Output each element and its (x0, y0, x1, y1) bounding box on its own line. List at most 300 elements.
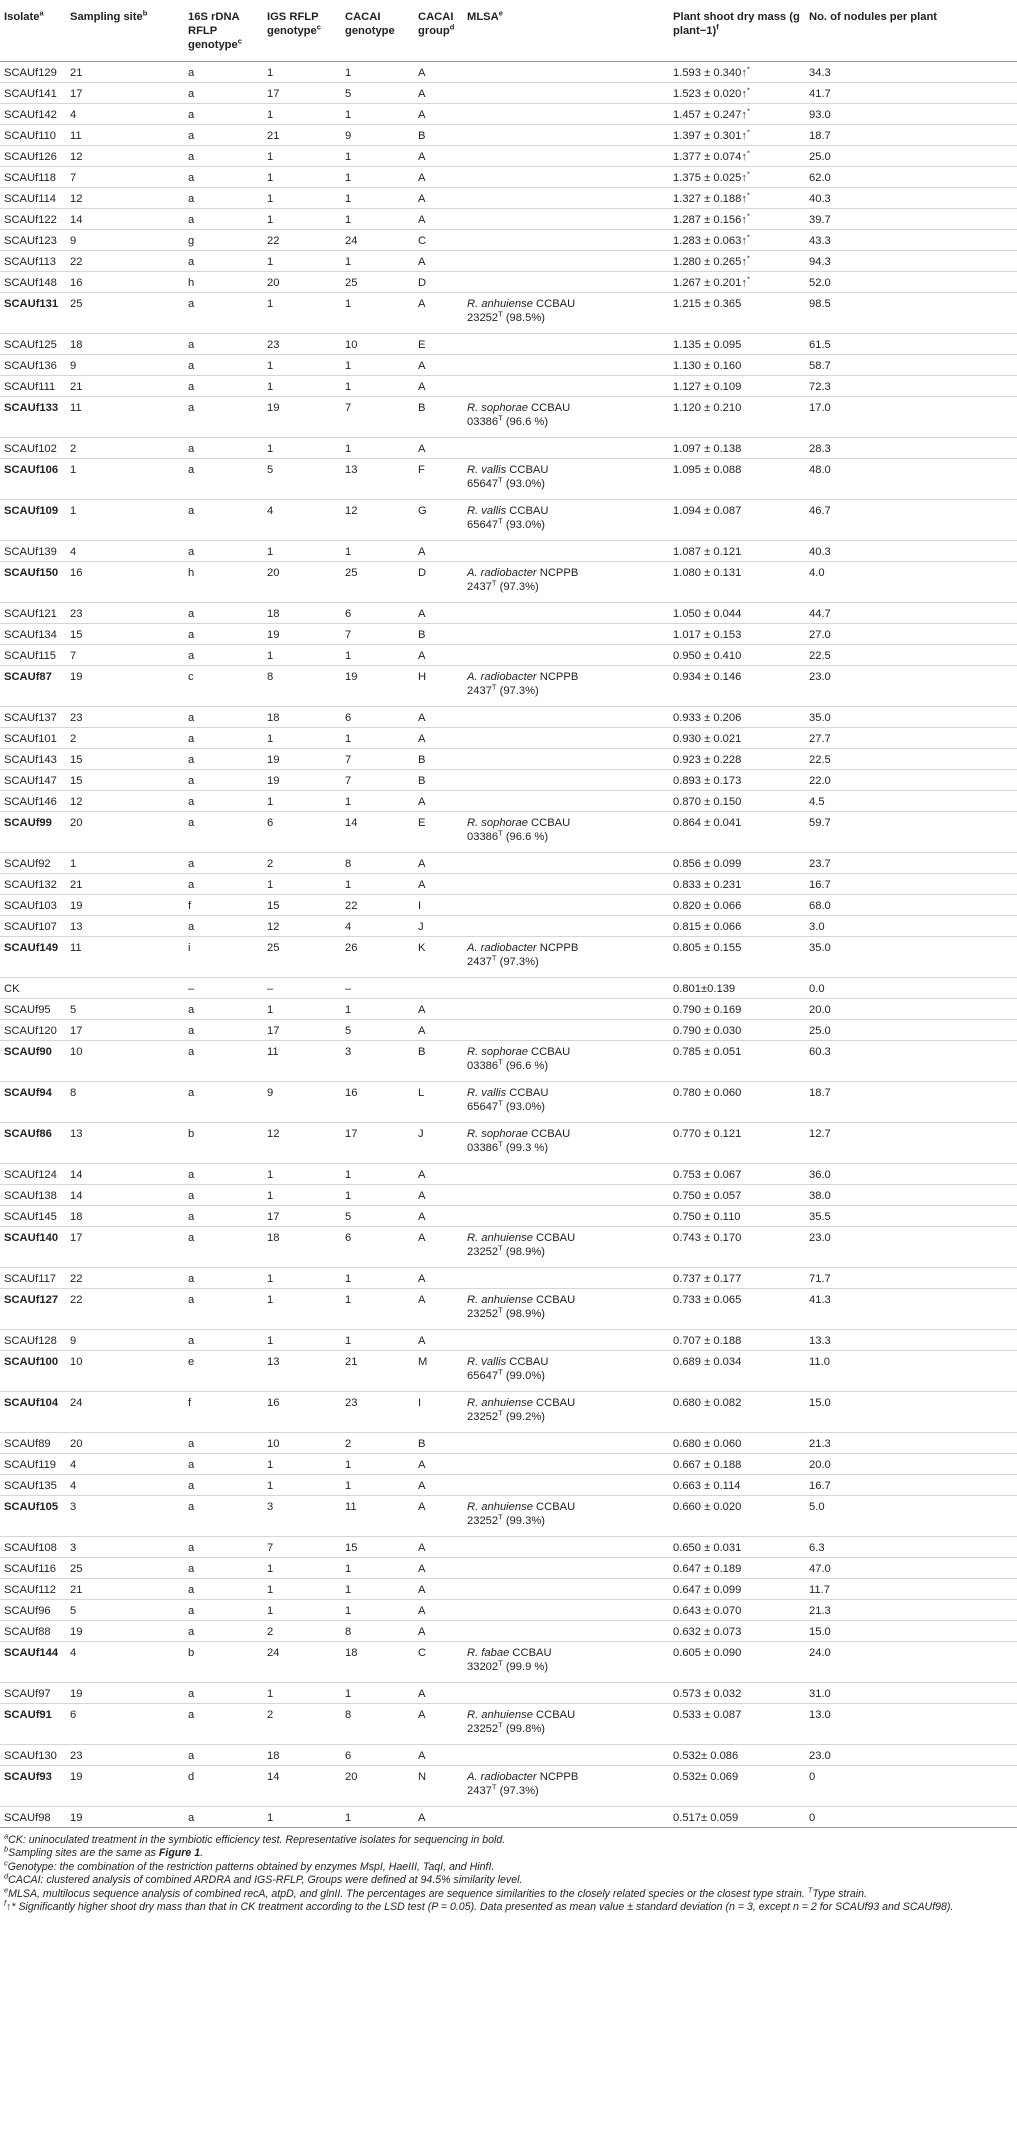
shoot-mass-cell: 0.689 ± 0.034 (669, 1351, 805, 1392)
strain-collection: CCBAU (532, 1294, 576, 1306)
cacai-genotype-cell: 1 (341, 645, 414, 666)
mlsa-cell (463, 1351, 669, 1392)
footnote-marker: f (4, 1898, 7, 1908)
mlsa-cell (463, 1082, 669, 1123)
mlsa-cell (463, 167, 669, 188)
isolate-cell: SCAUf89 (0, 1433, 66, 1454)
shoot-mass-cell: 0.753 ± 0.067 (669, 1164, 805, 1185)
isolate-cell: SCAUf109 (0, 500, 66, 541)
cacai-group-cell: I (414, 895, 463, 916)
isolate-cell: SCAUf90 (0, 1041, 66, 1082)
column-header-label: 16S rDNA RFLP genotype (188, 11, 240, 51)
table-row (0, 1600, 1017, 1621)
isolate-cell: SCAUf91 (0, 1704, 66, 1745)
igs-cell: 12 (263, 916, 341, 937)
cacai-group-cell: B (414, 125, 463, 146)
table-row (0, 770, 1017, 791)
table-row (0, 624, 1017, 645)
shoot-mass-cell: 0.815 ± 0.066 (669, 916, 805, 937)
cacai-genotype-cell: 1 (341, 167, 414, 188)
mlsa-cell (463, 1206, 669, 1227)
16s-cell: a (184, 1558, 263, 1579)
type-strain-marker: T (498, 1367, 503, 1377)
shoot-mass-cell: 1.135 ± 0.095 (669, 334, 805, 355)
footnote-text: CK: uninoculated treatment in the symbiotic efficiency test. Representative isolates for sequencing in bold. (8, 1834, 506, 1846)
nodules-cell: 5.0 (805, 1496, 1017, 1537)
site-cell: 18 (66, 1206, 184, 1227)
table-row (0, 125, 1017, 146)
igs-cell: 16 (263, 1392, 341, 1433)
strain-number: 2437 (467, 685, 492, 697)
nodules-cell: 31.0 (805, 1683, 1017, 1704)
strain-number: 23252 (467, 1308, 499, 1320)
shoot-mass-cell: 1.120 ± 0.210 (669, 397, 805, 438)
shoot-mass-cell: 0.605 ± 0.090 (669, 1642, 805, 1683)
isolate-cell: SCAUf129 (0, 62, 66, 83)
site-cell: 4 (66, 541, 184, 562)
16s-cell: a (184, 1537, 263, 1558)
table-row (0, 1745, 1017, 1766)
16s-cell: c (184, 666, 263, 707)
nodules-cell: 39.7 (805, 209, 1017, 230)
isolate-cell: SCAUf130 (0, 1745, 66, 1766)
nodules-cell: 94.3 (805, 251, 1017, 272)
mlsa-cell (463, 624, 669, 645)
cacai-genotype-cell: 22 (341, 895, 414, 916)
cacai-genotype-cell: 13 (341, 459, 414, 500)
nodules-cell: 44.7 (805, 603, 1017, 624)
footnote-text: CACAI: clustered analysis of combined ARDRA and IGS-RFLP, Groups were defined at 94.5% similarity level. (8, 1874, 523, 1887)
similarity-percent: (97.3%) (496, 685, 539, 697)
shoot-mass-cell: 0.533 ± 0.087 (669, 1704, 805, 1745)
cacai-genotype-cell: 1 (341, 1164, 414, 1185)
type-strain-marker: T (498, 1658, 503, 1668)
strain-number: 65647 (467, 478, 499, 490)
mlsa-cell (463, 603, 669, 624)
site-cell: 15 (66, 770, 184, 791)
mlsa-cell (463, 1185, 669, 1206)
cacai-genotype-cell: 3 (341, 1041, 414, 1082)
cacai-genotype-cell: 25 (341, 272, 414, 293)
significance-marker: * (746, 253, 750, 263)
site-cell: 2 (66, 728, 184, 749)
footnote-text: Sampling sites are the same as (8, 1847, 159, 1860)
type-strain-marker: T (498, 1139, 503, 1149)
cacai-group-cell: E (414, 812, 463, 853)
cacai-genotype-cell: 25 (341, 562, 414, 603)
site-cell: 3 (66, 1496, 184, 1537)
cacai-group-cell (414, 978, 463, 999)
shoot-mass-cell: 0.801±0.139 (669, 978, 805, 999)
table-row (0, 500, 1017, 541)
16s-cell: a (184, 500, 263, 541)
nodules-cell: 36.0 (805, 1164, 1017, 1185)
strain-number: 2437 (467, 581, 492, 593)
cacai-genotype-cell: 1 (341, 1807, 414, 1828)
shoot-mass-cell: 0.950 ± 0.410 (669, 645, 805, 666)
mlsa-cell (463, 251, 669, 272)
igs-cell: 1 (263, 791, 341, 812)
igs-cell: 14 (263, 1766, 341, 1807)
mlsa-cell (463, 334, 669, 355)
table-row (0, 376, 1017, 397)
isolate-cell: SCAUf142 (0, 104, 66, 125)
igs-cell: 1 (263, 541, 341, 562)
nodules-cell: 35.5 (805, 1206, 1017, 1227)
16s-cell: a (184, 334, 263, 355)
site-cell: 14 (66, 1185, 184, 1206)
isolate-cell: SCAUf147 (0, 770, 66, 791)
isolate-cell: SCAUf126 (0, 146, 66, 167)
significance-marker: * (746, 127, 750, 137)
isolate-cell: SCAUf98 (0, 1807, 66, 1828)
mass-value: 1.327 ± 0.188↑ (673, 193, 747, 205)
footnote (4, 1898, 1013, 1914)
nodules-cell: 62.0 (805, 167, 1017, 188)
similarity-percent: (97.3%) (496, 1785, 539, 1797)
nodules-cell: 20.0 (805, 1454, 1017, 1475)
cacai-genotype-cell: 5 (341, 1020, 414, 1041)
site-cell: 23 (66, 707, 184, 728)
mlsa-cell (463, 999, 669, 1020)
isolate-cell: SCAUf96 (0, 1600, 66, 1621)
cacai-group-cell: A (414, 1268, 463, 1289)
nodules-cell: 4.0 (805, 562, 1017, 603)
16s-cell: a (184, 1227, 263, 1268)
table-row (0, 1392, 1017, 1433)
table-row (0, 1351, 1017, 1392)
species-name: R. anhuiense (467, 298, 533, 310)
nodules-cell: 22.0 (805, 770, 1017, 791)
mlsa-cell (463, 438, 669, 459)
16s-cell: a (184, 603, 263, 624)
site-cell: 14 (66, 1164, 184, 1185)
type-strain-marker: T (498, 1098, 503, 1108)
nodules-cell: 6.3 (805, 1537, 1017, 1558)
cacai-group-cell: B (414, 1041, 463, 1082)
column-header-label: IGS RFLP genotype (267, 11, 319, 37)
mlsa-cell (463, 397, 669, 438)
mlsa-cell (463, 1642, 669, 1683)
cacai-group-cell: A (414, 1683, 463, 1704)
isolate-cell: SCAUf100 (0, 1351, 66, 1392)
igs-cell: 3 (263, 1496, 341, 1537)
type-strain-marker: T (491, 953, 497, 963)
igs-cell: 2 (263, 1704, 341, 1745)
cacai-group-cell: B (414, 1433, 463, 1454)
16s-cell: a (184, 791, 263, 812)
species-name: A. radiobacter (467, 567, 537, 579)
table-row (0, 791, 1017, 812)
site-cell (66, 978, 184, 999)
mlsa-cell (463, 1496, 669, 1537)
type-strain-marker: T (498, 828, 503, 838)
cacai-genotype-cell: 6 (341, 1227, 414, 1268)
shoot-mass-cell: 0.790 ± 0.030 (669, 1020, 805, 1041)
strain-number: 65647 (467, 1370, 499, 1382)
igs-cell: 1 (263, 355, 341, 376)
igs-cell: 1 (263, 376, 341, 397)
igs-cell: 1 (263, 188, 341, 209)
column-header-16s-rflp-genotype (184, 0, 263, 62)
header-row (0, 0, 1017, 62)
footnote-text: Type strain. (812, 1887, 867, 1900)
igs-cell: 1 (263, 999, 341, 1020)
column-header-nodules-per-plant (805, 0, 1017, 62)
shoot-mass-cell: 1.095 ± 0.088 (669, 459, 805, 500)
site-cell: 4 (66, 1475, 184, 1496)
cacai-genotype-cell: 4 (341, 916, 414, 937)
isolate-cell: SCAUf102 (0, 438, 66, 459)
cacai-group-cell: B (414, 749, 463, 770)
species-name: A. radiobacter (467, 942, 537, 954)
cacai-group-cell: K (414, 937, 463, 978)
cacai-group-cell: A (414, 603, 463, 624)
isolate-cell: SCAUf114 (0, 188, 66, 209)
nodules-cell: 16.7 (805, 874, 1017, 895)
cacai-genotype-cell: 1 (341, 1475, 414, 1496)
cacai-group-cell: A (414, 874, 463, 895)
isolate-cell: SCAUf136 (0, 355, 66, 376)
shoot-mass-cell (669, 188, 805, 209)
site-cell: 4 (66, 1642, 184, 1683)
cacai-group-cell: A (414, 1227, 463, 1268)
table-body (0, 62, 1017, 1828)
16s-cell: a (184, 853, 263, 874)
isolate-cell: SCAUf144 (0, 1642, 66, 1683)
strain-collection: CCBAU (527, 1046, 571, 1058)
site-cell: 1 (66, 459, 184, 500)
species-name: R. sophorae (467, 1128, 528, 1140)
table-row (0, 334, 1017, 355)
16s-cell: a (184, 1330, 263, 1351)
similarity-percent: (96.6 %) (502, 831, 549, 843)
strain-number: 23252 (467, 1411, 499, 1423)
column-header-label: Sampling site (70, 11, 143, 23)
footnote (4, 1844, 1013, 1860)
igs-cell: 1 (263, 146, 341, 167)
table-row (0, 1020, 1017, 1041)
nodules-cell: 60.3 (805, 1041, 1017, 1082)
16s-cell: a (184, 1704, 263, 1745)
mlsa-cell (463, 1289, 669, 1330)
16s-cell: a (184, 251, 263, 272)
isolate-cell: SCAUf120 (0, 1020, 66, 1041)
igs-cell: 1 (263, 1164, 341, 1185)
cacai-genotype-cell: 21 (341, 1351, 414, 1392)
shoot-mass-cell (669, 209, 805, 230)
16s-cell: a (184, 188, 263, 209)
table-row (0, 1807, 1017, 1828)
isolate-cell: SCAUf99 (0, 812, 66, 853)
igs-cell: – (263, 978, 341, 999)
similarity-percent: (97.3%) (496, 581, 539, 593)
strain-collection: CCBAU (506, 1356, 549, 1368)
shoot-mass-cell: 0.532± 0.086 (669, 1745, 805, 1766)
site-cell: 20 (66, 1433, 184, 1454)
igs-cell: 1 (263, 1185, 341, 1206)
table-row (0, 1454, 1017, 1475)
16s-cell: d (184, 1766, 263, 1807)
cacai-genotype-cell: 23 (341, 1392, 414, 1433)
footnote-marker: b (4, 1844, 9, 1854)
16s-cell: a (184, 1185, 263, 1206)
shoot-mass-cell: 0.820 ± 0.066 (669, 895, 805, 916)
16s-cell: a (184, 83, 263, 104)
strain-collection: CCBAU (532, 1501, 576, 1513)
16s-cell: a (184, 707, 263, 728)
isolate-cell: SCAUf121 (0, 603, 66, 624)
cacai-group-cell: A (414, 188, 463, 209)
mlsa-cell (463, 1227, 669, 1268)
species-name: R. anhuiense (467, 1501, 533, 1513)
cacai-group-cell: C (414, 1642, 463, 1683)
isolate-cell: SCAUf108 (0, 1537, 66, 1558)
cacai-group-cell: A (414, 1704, 463, 1745)
site-cell: 21 (66, 1579, 184, 1600)
cacai-group-cell: D (414, 272, 463, 293)
cacai-group-cell: A (414, 645, 463, 666)
cacai-group-cell: A (414, 1475, 463, 1496)
cacai-group-cell: A (414, 1185, 463, 1206)
nodules-cell: 46.7 (805, 500, 1017, 541)
isolate-cell: SCAUf101 (0, 728, 66, 749)
igs-cell: 13 (263, 1351, 341, 1392)
igs-cell: 1 (263, 104, 341, 125)
mlsa-cell (463, 666, 669, 707)
igs-cell: 17 (263, 1020, 341, 1041)
nodules-cell: 43.3 (805, 230, 1017, 251)
footnote-marker: b (142, 8, 148, 18)
similarity-percent: (98.9%) (502, 1246, 545, 1258)
strain-number: 23252 (467, 1515, 499, 1527)
nodules-cell: 15.0 (805, 1392, 1017, 1433)
shoot-mass-cell: 0.743 ± 0.170 (669, 1227, 805, 1268)
site-cell: 9 (66, 355, 184, 376)
isolate-cell: SCAUf128 (0, 1330, 66, 1351)
cacai-group-cell: M (414, 1351, 463, 1392)
igs-cell: 18 (263, 603, 341, 624)
igs-cell: 7 (263, 1537, 341, 1558)
site-cell: 19 (66, 1621, 184, 1642)
cacai-genotype-cell: 7 (341, 624, 414, 645)
nodules-cell: 41.7 (805, 83, 1017, 104)
shoot-mass-cell: 0.790 ± 0.169 (669, 999, 805, 1020)
mlsa-cell (463, 125, 669, 146)
nodules-cell: 35.0 (805, 937, 1017, 978)
cacai-group-cell: B (414, 397, 463, 438)
type-strain-marker: T (498, 1305, 503, 1315)
shoot-mass-cell: 0.663 ± 0.114 (669, 1475, 805, 1496)
mlsa-cell (463, 1454, 669, 1475)
table-row (0, 895, 1017, 916)
isolate-cell: SCAUf137 (0, 707, 66, 728)
mlsa-cell (463, 104, 669, 125)
nodules-cell: 93.0 (805, 104, 1017, 125)
shoot-mass-cell: 0.893 ± 0.173 (669, 770, 805, 791)
mlsa-cell (463, 1683, 669, 1704)
igs-cell: 1 (263, 1600, 341, 1621)
strain-number: 03386 (467, 416, 499, 428)
igs-cell: 17 (263, 1206, 341, 1227)
type-strain-marker: T (498, 1720, 503, 1730)
cacai-genotype-cell: 1 (341, 146, 414, 167)
mlsa-cell (463, 707, 669, 728)
shoot-mass-cell: 0.833 ± 0.231 (669, 874, 805, 895)
table-row (0, 1185, 1017, 1206)
cacai-group-cell: D (414, 562, 463, 603)
isolate-cell: SCAUf146 (0, 791, 66, 812)
site-cell: 23 (66, 1745, 184, 1766)
footnote-text: MLSA, multilocus sequence analysis of combined recA, atpD, and glnII. The percentages are sequence similarities to the closely related species or the closest type strain. (8, 1887, 808, 1900)
cacai-group-cell: A (414, 293, 463, 334)
strain-collection: CCBAU (506, 1087, 549, 1099)
cacai-genotype-cell: 1 (341, 209, 414, 230)
cacai-genotype-cell: 2 (341, 1433, 414, 1454)
nodules-cell: 16.7 (805, 1475, 1017, 1496)
cacai-genotype-cell: 20 (341, 1766, 414, 1807)
shoot-mass-cell: 0.750 ± 0.110 (669, 1206, 805, 1227)
footnote-marker: d (449, 22, 455, 32)
16s-cell: a (184, 167, 263, 188)
cacai-group-cell: A (414, 853, 463, 874)
nodules-cell: 47.0 (805, 1558, 1017, 1579)
16s-cell: a (184, 1807, 263, 1828)
column-header-label: Isolate (4, 11, 40, 23)
table-row (0, 1041, 1017, 1082)
cacai-group-cell: C (414, 230, 463, 251)
site-cell: 19 (66, 895, 184, 916)
nodules-cell: 12.7 (805, 1123, 1017, 1164)
type-strain-marker: T (498, 516, 503, 526)
shoot-mass-cell (669, 125, 805, 146)
similarity-percent: (99.3 %) (502, 1142, 549, 1154)
species-name: R. fabae (467, 1647, 510, 1659)
igs-cell: 1 (263, 167, 341, 188)
table-row (0, 1164, 1017, 1185)
mlsa-cell (463, 355, 669, 376)
footnote-marker: f (716, 22, 719, 32)
igs-cell: 1 (263, 728, 341, 749)
site-cell: 19 (66, 1683, 184, 1704)
igs-cell: 1 (263, 1268, 341, 1289)
cacai-group-cell: F (414, 459, 463, 500)
16s-cell: a (184, 1268, 263, 1289)
16s-cell: a (184, 397, 263, 438)
table-row (0, 978, 1017, 999)
similarity-percent: (98.5%) (502, 312, 545, 324)
mass-value: 1.283 ± 0.063↑ (673, 235, 747, 247)
16s-cell: a (184, 1475, 263, 1496)
column-header-label: MLSA (467, 11, 499, 23)
footnote-marker: c (4, 1858, 8, 1868)
table-row (0, 562, 1017, 603)
nodules-cell: 98.5 (805, 293, 1017, 334)
species-name: A. radiobacter (467, 1771, 537, 1783)
isolate-cell: SCAUf93 (0, 1766, 66, 1807)
shoot-mass-cell: 0.785 ± 0.051 (669, 1041, 805, 1082)
footnote-marker: e (4, 1885, 9, 1895)
cacai-genotype-cell: 10 (341, 334, 414, 355)
site-cell: 14 (66, 209, 184, 230)
igs-cell: 19 (263, 770, 341, 791)
nodules-cell: 22.5 (805, 749, 1017, 770)
table-row (0, 1642, 1017, 1683)
cacai-genotype-cell: 1 (341, 1454, 414, 1475)
shoot-mass-cell: 1.080 ± 0.131 (669, 562, 805, 603)
site-cell: 10 (66, 1351, 184, 1392)
similarity-percent: (98.9%) (502, 1308, 545, 1320)
